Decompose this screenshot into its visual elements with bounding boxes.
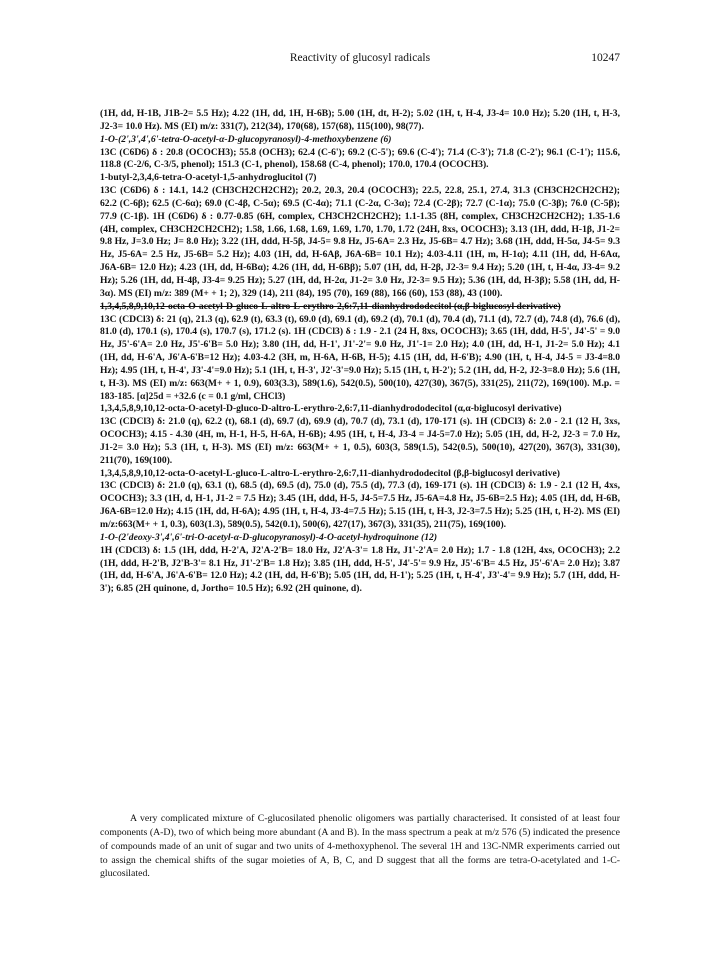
compound-heading-aa-biglucosyl: 1,3,4,5,8,9,10,12-octa-O-acetyl-D-gluco-D-altro-L-erythro-2,6:7,11-dianhydrododecitol (α,α-biglucosyl derivative) (100, 403, 562, 415)
compound-heading-bb-biglucosyl: 1,3,4,5,8,9,10,12-octa-O-acetyl-L-gluco-L-altro-L-erythro-2,6:7,11-dianhydrododecitol (β,β-biglucosyl derivative) (100, 467, 560, 479)
nmr-data-7: 13C (C6D6) δ : 14.1, 14.2 (CH3CH2CH2CH2); 20.2, 20.3, 20.4 (OCOCH3); 22.5, 22.8, 25.1, 27.4, 31.3 (CH3CH2CH2CH2); 62.2 (C-6β); 62.5 (C-6α); 69.0 (C-4β, C-5α); 69.5 (C-4α); 71.1 (C-2α, C-3α); 72.4 (C-2β); 72.7 (C-1α); 75.0 (C-3β); 76.0 (C-5β); 77.9 (C-1β). 1H (C6D6) δ : 0.77-0.85 (6H, complex, CH3CH2CH2CH2); 1.1-1.35 (8H, complex, CH3CH2CH2CH2); 1.35-1.6 (4H, complex, CH3CH2CH2CH2); 1.58, 1.66, 1.68, 1.69, 1.69, 1.70, 1.70, 1.72 (24H, 8xs, OCOCH3); 3.13 (1H, ddd, H-1β, J1-2= 9.8 Hz, J=3.0 Hz; J= 8.0 Hz); 3.22 (1H, ddd, H-5β, J4-5= 9.8 Hz, J5-6A= 2.3 Hz, J5-6B= 4.7 Hz); 3.68 (1H, ddd, H-5α, J4-5= 9.3 Hz, J5-6A= 2.5 Hz, J5-6B= 5.2 Hz); 4.03 (1H, dd, H-6Aβ, J6A-6B= 10.1 Hz); 4.03-4.11 (1H, m, H-1α); 4.11 (1H, dd, H-6Aα, J6A-6B= 12.0 Hz); 4.23 (1H, dd, H-6Bα); 4.26 (1H, dd, H-6Bβ); 5.07 (1H, dd, H-2β, J2-3= 9.4 Hz); 5.20 (1H, t, H-4α, J3-4= 9.2 Hz); 5.26 (1H, dd, H-4β, J3-4= 9.25 Hz); 5.27 (1H, dd, H-2α, J1-2= 3.0 Hz, J2-3= 9.5 Hz); 5.36 (1H, dd, H-3β); 5.58 (1H, dd, H-3α). MS (EI) m/z: 389 (M+ + 1; 2), 329 (14), 211 (84), 195 (70), 169 (88), 166 (60), 153 (88), 43 (100). (100, 185, 620, 299)
nmr-data-6: 13C (C6D6) δ : 20.8 (OCOCH3); 55.8 (OCH3); 62.4 (C-6'); 69.2 (C-5'); 69.6 (C-4'); 71.4 (C-3'); 71.8 (C-2'); 96.1 (C-1'); 115.6, 118.8 (C-2/6, C-3/5, phenol); 151.3 (C-1, phenol), 158.68 (C-4, phenol); 170.0, 170.4 (OCOCH3). (100, 146, 620, 171)
running-title: Reactivity of glucosyl radicals (289, 52, 431, 64)
compound-heading-7: 1-butyl-2,3,4,6-tetra-O-acetyl-1,5-anhydroglucitol (7) (100, 172, 317, 184)
compound-heading-ab-biglucosyl: 1,3,4,5,8,9,10,12-octa-O-acetyl-D-gluco-L-altro-L-erythro-2,6:7,11-dianhydrododecitol (α,β-biglucosyl derivative) (100, 300, 561, 312)
compound-heading-12: 1-O-(2'deoxy-3',4',6'-tri-O-acetyl-α-D-glucopyranosyl)-4-O-acetyl-hydroquinone (12) (100, 531, 438, 543)
experimental-data (100, 108, 620, 596)
nmr-data-bb-biglucosyl: 13C (CDCl3) δ: 21.0 (q), 63.1 (t), 68.5 (d), 69.5 (d), 75.0 (d), 75.5 (d), 77.3 (d), 169-171 (s). 1H (CDCl3) δ: 1.9 - 2.1 (12 H, 4xs, OCOCH3); 3.3 (1H, d, H-1, J1-2 = 7.5 Hz); 3.45 (1H, ddd, H-5, J4-5=7.5 Hz, J5-6A=4.8 Hz, J5-6B=2.5 Hz); 4.05 (1H, dd, H-6B, J6A-6B=12.0 Hz); 4.15 (1H, dd, H-6A); 4.95 (1H, t, H-4, J3-4=7.5 Hz); 5.15 (1H, t, H-3, J2-3=7.5 Hz); 5.25 (1H, t, H-2). MS (EI) m/z:663(M+ + 1, 0.3), 603(1.3), 589(0.5), 542(0.1), 500(6), 427(17), 367(3), 331(35), 211(75), 169(100). (100, 480, 620, 530)
body-paragraph: A very complicated mixture of C-glucosilated phenolic oligomers was partially characterised. It consisted of at least four components (A-D), two of which being more abundant (A and B). In the mass spectrum a peak at m/z 576 (5) indicated the presence of compounds made of an unit of sugar and two units of 4-methoxyphenol. The several 1H and 13C-NMR experiments carried out to assign the chemical shifts of the sugar moieties of A, B, C, and D suggest that all the forms are tetra-O-acetylated and 1-C-glucosilated. (100, 812, 620, 880)
nmr-data-continued: (1H, dd, H-1B, J1B-2= 5.5 Hz); 4.22 (1H, dd, 1H, H-6B); 5.00 (1H, dt, H-2); 5.02 (1H, t, H-4, J3-4= 10.0 Hz); 5.20 (1H, t, H-3, J2-3= 10.0 Hz). MS (EI) m/z: 331(7), 212(34), 170(68), 157(68), 115(100), 98(77). (100, 108, 620, 132)
nmr-data-ab-biglucosyl: 13C (CDCl3) δ: 21 (q), 21.3 (q), 62.9 (t), 63.3 (t), 69.0 (d), 69.1 (d), 69.2 (d), 70.1 (d), 70.4 (d), 71.1 (d), 72.7 (d), 74.8 (d), 76.6 (d), 81.0 (d), 170.1 (s), 170.4 (s), 170.7 (s), 171.2 (s). 1H (CDCl3) δ : 1.9 - 2.1 (24 H, 8xs, OCOCH3); 3.65 (1H, ddd, H-5', J4'-5' = 9.0 Hz, J5'-6'A= 2.0 Hz, J5'-6'B= 5.0 Hz); 3.80 (1H, dd, H-1', J1'-2'= 9.0 Hz, J1'-1= 2.0 Hz); 4.0 (1H, dd, H-1, J1-2= 5.0 Hz); 4.1 (1H, dd, H-6'A, J6'A-6'B=12 Hz); 4.03-4.2 (3H, m, H-6A, H-6B, H-5); 4.15 (1H, dd, H-6'B); 4.90 (1H, t, H-4, J4-5 = J3-4=8.0 Hz); 4.95 (1H, t, H-4', J3'-4'=9.0 Hz); 5.1 (1H, t, H-3', J2'-3'=9.0 Hz); 5.15 (1H, t, H-2'); 5.2 (1H, dd, H-2, J2-3=8.0 Hz); 5.6 (1H, t, H-3). MS (EI) m/z: 663(M+ + 1, 0.9), 603(3.3), 589(1.6), 542(0.5), 500(10), 427(30), 367(5), 331(25), 211(72), 169(100). M.p. = 183-185. [α]25d = +32.6 (c = 0.1 g/ml, CHCl3) (100, 313, 620, 402)
page-number: 10247 (591, 52, 620, 64)
running-header (100, 52, 620, 68)
nmr-data-aa-biglucosyl: 13C (CDCl3) δ: 21.0 (q), 62.2 (t), 68.1 (d), 69.7 (d), 69.9 (d), 70.7 (d), 73.1 (d), 170-171 (s). 1H (CDCl3) δ: 2.0 - 2.1 (12 H, 3xs, OCOCH3); 4.15 - 4.30 (4H, m, H-1, H-5, H-6A, H-6B); 4.95 (1H, t, H-4, J3-4 = J4-5=7.0 Hz); 5.05 (1H, dd, H-2, J2-3 = 7.0 Hz, J1-2= 3.0 Hz); 5.3 (1H, t, H-3). MS (EI) m/z: 663(M+ + 1, 0.5), 603(3, 589(1.5), 542(0.5), 500(10), 427(20), 367(3), 331(30), 211(70), 169(100). (100, 416, 620, 466)
nmr-data-12: 1H (CDCl3) δ: 1.5 (1H, ddd, H-2'A, J2'A-2'B= 18.0 Hz, J2'A-3'= 1.8 Hz, J1'-2'A= 2.0 Hz); 1.7 - 1.8 (12H, 4xs, OCOCH3); 2.2 (1H, ddd, H-2'B, J2'B-3'= 8.1 Hz, J1'-2'B= 1.8 Hz); 3.85 (1H, ddd, H-5', J4'-5'= 9.9 Hz, J5'-6'B= 4.5 Hz, J5'-6'A= 2.0 Hz); 3.87 (1H, dd, H-6'A, J6'A-6'B= 12.0 Hz); 4.2 (1H, dd, H-6'B); 5.05 (1H, dd, H-1'); 5.25 (1H, t, H-4', J3'-4'= 9.9 Hz); 5.7 (1H, ddd, H-3'); 6.85 (2H quinone, d, Jortho= 10.5 Hz); 6.92 (2H quinone, d). (100, 544, 620, 595)
compound-heading-6: 1-O-(2',3',4',6'-tetra-O-acetyl-α-D-glucopyranosyl)-4-methoxybenzene (6) (100, 133, 392, 145)
